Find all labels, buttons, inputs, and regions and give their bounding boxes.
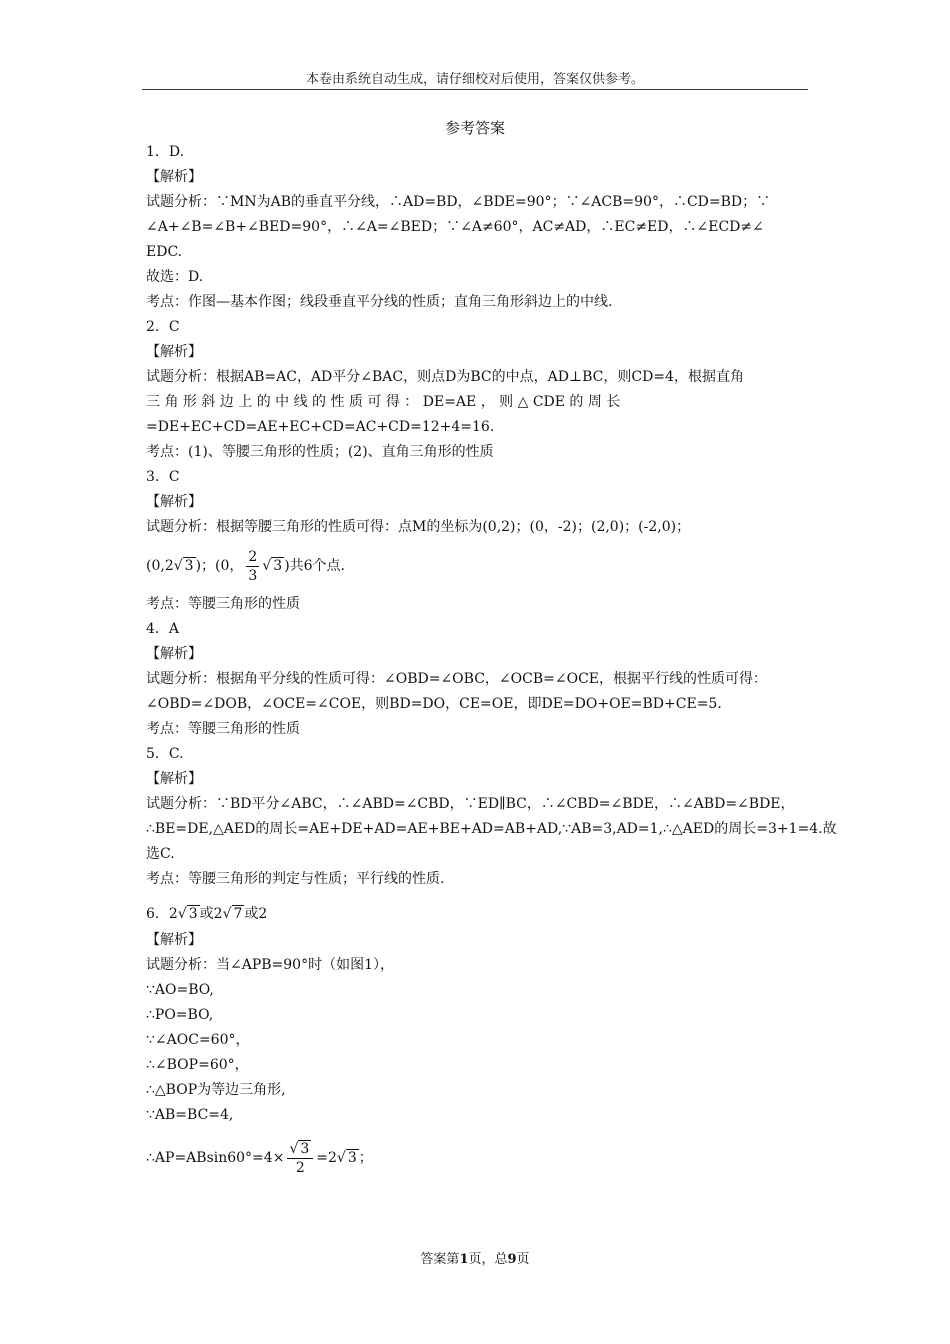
q6-answer-a: 6．2 (146, 906, 178, 922)
q6-line1: 试题分析：当∠APB=90°时（如图1）， (146, 957, 395, 973)
footer-page-number: 1 (459, 1252, 469, 1267)
q6-answer (146, 892, 808, 928)
q4-line2: ∠OBD=∠DOB，∠OCE=∠COE，则BD=DO，CE=OE，即DE=DO+OE=BD+CE=5. (146, 696, 722, 712)
q5-line2: ∴BE=DE,△AED的周长=AE+DE+AD=AE+BE+AD=AB+AD,∵AB=3,AD=1,∴△AED的周长=3+1=4.故 (146, 821, 837, 837)
q6-line8 (146, 1128, 808, 1188)
radicand: 3 (273, 558, 283, 574)
q3-jiexi: 【解析】 (146, 494, 202, 510)
sqrt-icon: √ 3 (336, 1150, 357, 1166)
radicand: 3 (188, 906, 198, 922)
q5-line1: 试题分析：∵BD平分∠ABC，∴∠ABD=∠CBD，∵ED∥BC，∴∠CBD=∠BDE，∴∠ABD=∠BDE， (146, 796, 795, 812)
q2-line2: 三 角 形 斜 边 上 的 中 线 的 性 质 可 得 ： DE=AE ， 则 △ CDE 的 周 长 (146, 394, 621, 410)
q4-jiexi: 【解析】 (146, 646, 202, 662)
q6-answer-b: 或2 (199, 906, 223, 922)
q1-answer: 1．D. (146, 144, 185, 160)
radicand: 3 (184, 558, 194, 574)
answer-content (146, 140, 837, 1188)
q3-answer: 3．C (146, 469, 180, 485)
denominator: 3 (248, 567, 258, 584)
footer-mid: 页，总 (468, 1252, 508, 1267)
q2-answer: 2．C (146, 319, 180, 335)
page-header: 本卷由系统自动生成，请仔细校对后使用，答案仅供参考。 (305, 72, 644, 87)
q6-jiexi: 【解析】 (146, 932, 202, 948)
sqrt-icon: √ 3 (289, 1140, 310, 1157)
q4-line1: 试题分析：根据角平分线的性质可得：∠OBD=∠OBC，∠OCB=∠OCE，根据平行线的性质可得： (146, 671, 767, 687)
q3-line1: 试题分析：根据等腰三角形的性质可得：点M的坐标为(0,2)；(0，-2)；(2,0)；(-2,0)； (146, 519, 691, 535)
q5-kaodian: 考点：等腰三角形的判定与性质；平行线的性质. (146, 871, 445, 887)
q3-kaodian: 考点：等腰三角形的性质 (146, 596, 300, 612)
q2-line1: 试题分析：根据AB=AC，AD平分∠BAC，则点D为BC的中点，AD⊥BC，则CD=4，根据直角 (146, 369, 744, 385)
q6-line2: ∵AO=BO, (146, 982, 214, 998)
radicand: 3 (347, 1150, 357, 1166)
q3-line2-a: (0,2 (146, 558, 174, 574)
q5-answer: 5．C. (146, 746, 184, 762)
sqrt-icon: √ 3 (173, 558, 194, 574)
q6-line4: ∵∠AOC=60°， (146, 1032, 250, 1048)
sqrt-icon: √ 3 (177, 906, 198, 922)
q6-line8-b: =2 (316, 1150, 337, 1166)
q1-line1: 试题分析：∵MN为AB的垂直平分线，∴AD=BD，∠BDE=90°；∵∠ACB=90°，∴CD=BD；∵ (146, 194, 771, 210)
q4-answer: 4．A (146, 621, 180, 637)
footer-prefix: 答案第 (420, 1252, 460, 1267)
q6-line8-c: ； (358, 1150, 373, 1166)
q6-line3: ∴PO=BO, (146, 1007, 214, 1023)
q6-line7: ∵AB=BC=4, (146, 1107, 234, 1123)
q6-answer-c: 或2 (244, 906, 268, 922)
q1-kaodian: 考点：作图—基本作图；线段垂直平分线的性质；直角三角形斜边上的中线. (146, 294, 613, 310)
q1-line3: EDC. (146, 244, 183, 260)
q4-kaodian: 考点：等腰三角形的性质 (146, 721, 300, 737)
page-footer (0, 1248, 950, 1267)
q2-jiexi: 【解析】 (146, 344, 202, 360)
q3-line2 (146, 540, 808, 592)
fraction (246, 548, 259, 585)
q2-line3: =DE+EC+CD=AE+EC+CD=AC+CD=12+4=16. (146, 419, 495, 435)
q3-line2-e: )共6个点. (284, 558, 346, 574)
sqrt-icon: √ 3 (262, 558, 283, 574)
q2-kaodian: 考点：(1)、等腰三角形的性质；(2)、直角三角形的性质 (146, 444, 494, 460)
radicand: 3 (300, 1140, 310, 1157)
q5-jiexi: 【解析】 (146, 771, 202, 787)
q6-line8-a: ∴AP=ABsin60°=4× (146, 1150, 285, 1166)
numerator: 2 (248, 548, 258, 565)
footer-total-pages: 9 (507, 1252, 517, 1267)
denominator: 2 (295, 1159, 305, 1176)
q1-jiexi: 【解析】 (146, 169, 202, 185)
q3-line2-c: )；(0， (195, 558, 244, 574)
q6-line5: ∴∠BOP=60°， (146, 1057, 249, 1073)
q5-line3: 选C. (146, 846, 175, 862)
footer-suffix: 页 (516, 1252, 530, 1267)
q6-line6: ∴△BOP为等边三角形, (146, 1082, 286, 1098)
radicand: 7 (233, 906, 243, 922)
numerator (287, 1140, 313, 1159)
header-divider (142, 89, 808, 90)
fraction (287, 1140, 313, 1177)
q1-line4: 故选：D. (146, 269, 204, 285)
q1-line2: ∠A+∠B=∠B+∠BED=90°，∴∠A=∠BED；∵∠A≠60°，AC≠AD，∴EC≠ED，∴∠ECD≠∠ (146, 219, 764, 235)
page-title: 参考答案 (444, 119, 505, 137)
sqrt-icon: √ 7 (222, 906, 243, 922)
